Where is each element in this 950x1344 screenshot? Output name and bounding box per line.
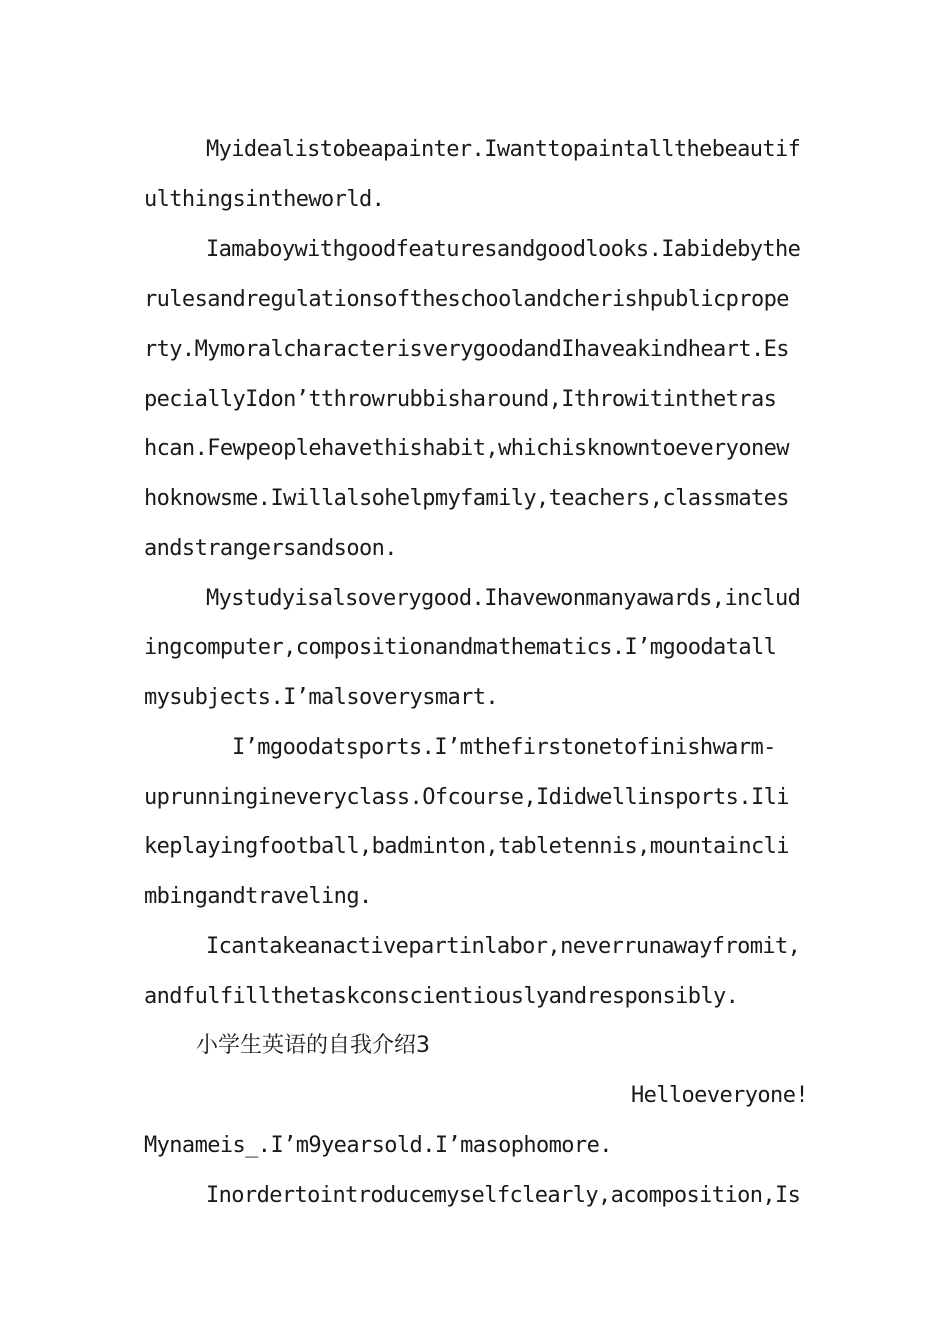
text-line: andfulfillthetaskconscientiouslyandresponsibly. (144, 984, 739, 1009)
text-line: rty.MymoralcharacterisverygoodandIhaveakindheart.Es (144, 337, 789, 362)
text-line: ingcomputer,compositionandmathematics.I’mgoodatall (144, 635, 777, 660)
text-line: Mynameis_.I’m9yearsold.I’masophomore. (144, 1133, 612, 1158)
text-line: Mystudyisalsoverygood.Ihavewonmanyawards,includ (206, 586, 801, 611)
text-line: rulesandregulationsoftheschoolandcherishpublicprope (144, 287, 789, 312)
text-line: Inordertointroducemyselfclearly,acomposition,Is (206, 1183, 801, 1208)
text-line: andstrangersandsoon. (144, 536, 397, 561)
text-line: Helloeveryone! (630, 1083, 808, 1108)
text-line: mysubjects.I’malsoverysmart. (144, 685, 499, 710)
text-line: peciallyIdon’tthrowrubbisharound,Ithrowitinthetras (144, 387, 777, 412)
text-line: Icantakeanactivepartinlabor,neverrunawayfromit, (206, 934, 801, 959)
text-line: hcan.Fewpeoplehavethishabit,whichisknowntoeveryonew (144, 436, 789, 461)
section-heading: 小学生英语的自我介绍3 (196, 1033, 430, 1058)
text-line: keplayingfootball,badminton,tabletennis,mountaincli (144, 834, 789, 859)
text-line: hoknowsme.Iwillalsohelpmyfamily,teachers,classmates (144, 486, 789, 511)
text-line: mbingandtraveling. (144, 884, 372, 909)
text-line: I’mgoodatsports.I’mthefirstonetofinishwarm- (232, 735, 776, 760)
text-line: Myidealistobeapainter.Iwanttopaintallthebeautif (206, 137, 801, 162)
text-line: Iamaboywithgoodfeaturesandgoodlooks.Iabidebythe (206, 237, 801, 262)
text-line: ulthingsintheworld. (144, 187, 385, 212)
text-line: uprunningineveryclass.Ofcourse,Ididwellinsports.Ili (144, 785, 789, 810)
